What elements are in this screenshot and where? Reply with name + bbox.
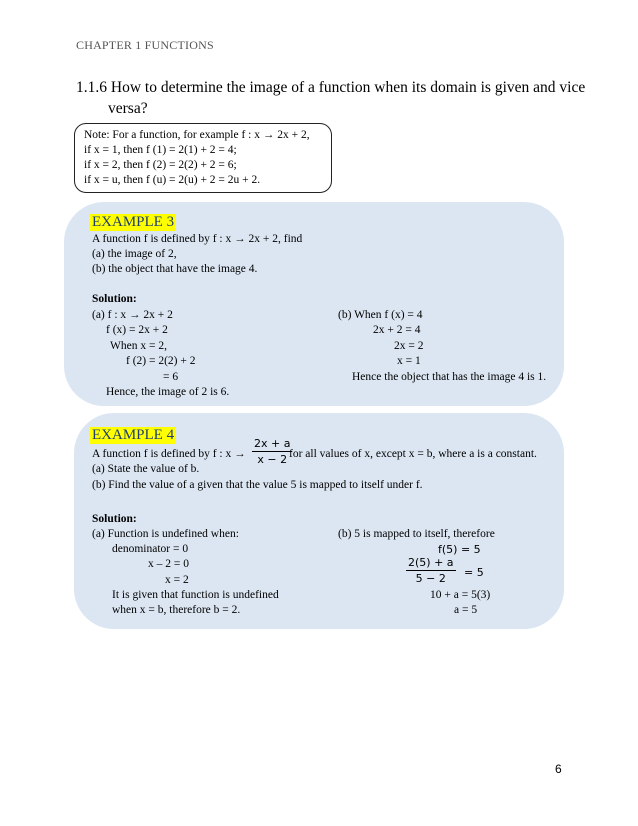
example-4-question: (b) Find the value of a given that the value 5 is mapped to itself under f. — [92, 479, 423, 491]
page-number: 6 — [555, 762, 562, 776]
note-line: if x = 2, then f (2) = 2(2) + 2 = 6; — [84, 159, 237, 171]
solution-line: = 5 — [464, 566, 484, 579]
fraction-denominator: 5 − 2 — [415, 572, 446, 585]
section-title-continued: versa? — [108, 100, 148, 117]
solution-line: f (x) = 2x + 2 — [106, 324, 168, 336]
example-3-question: (a) the image of 2, — [92, 248, 177, 260]
note-box — [74, 123, 332, 193]
solution-line: 2x + 2 = 4 — [373, 324, 421, 336]
example-4-question: for all values of x, except x = b, where a is a constant. — [289, 448, 537, 460]
note-line: if x = u, then f (u) = 2(u) + 2 = 2u + 2. — [84, 174, 261, 186]
solution-line: When x = 2, — [110, 340, 167, 352]
solution-line: (b) 5 is mapped to itself, therefore — [338, 528, 495, 540]
solution-line: 10 + a = 5(3) — [430, 589, 491, 601]
example-4-question: A function f is defined by f : x → — [92, 448, 246, 460]
example-3-question: A function f is defined by f : x → 2x + 2, find — [92, 233, 303, 245]
solution-line: = 6 — [163, 371, 179, 383]
solution-line: (a) f : x → 2x + 2 — [92, 309, 173, 321]
solution-line: x – 2 = 0 — [148, 558, 189, 570]
solution-line: It is given that function is undefined — [112, 589, 279, 601]
fraction-numerator: 2x + a — [254, 437, 291, 450]
solution-line: x = 2 — [165, 574, 189, 586]
example-4-question: (a) State the value of b. — [92, 463, 200, 475]
solution-fraction — [406, 556, 456, 585]
example-4-solution-label: Solution: — [92, 513, 137, 525]
example-3-solution-label: Solution: — [92, 293, 137, 305]
fraction-denominator: x − 2 — [257, 453, 288, 466]
chapter-header: CHAPTER 1 FUNCTIONS — [76, 38, 214, 52]
example-4-label: EXAMPLE 4 — [92, 427, 175, 443]
solution-line: 2x = 2 — [394, 340, 424, 352]
example-3-label: EXAMPLE 3 — [92, 214, 175, 230]
solution-line: when x = b, therefore b = 2. — [112, 604, 241, 616]
fraction-numerator: 2(5) + a — [408, 556, 454, 569]
solution-line: (a) Function is undefined when: — [92, 528, 239, 540]
solution-line: Hence, the image of 2 is 6. — [106, 386, 230, 398]
note-line: Note: For a function, for example f : x → 2x + 2, — [84, 129, 310, 141]
function-fraction — [252, 437, 292, 466]
fraction-bar — [406, 570, 456, 571]
solution-line: a = 5 — [454, 604, 478, 616]
solution-line: x = 1 — [397, 355, 421, 367]
solution-line: f(5) = 5 — [438, 543, 481, 556]
fraction-bar — [252, 451, 292, 452]
solution-line: (b) When f (x) = 4 — [338, 309, 423, 321]
section-title: 1.1.6 How to determine the image of a function when its domain is given and vice — [76, 79, 586, 96]
note-line: if x = 1, then f (1) = 2(1) + 2 = 4; — [84, 144, 237, 156]
solution-line: Hence the object that has the image 4 is 1. — [352, 371, 547, 383]
example-3-question: (b) the object that have the image 4. — [92, 263, 258, 275]
solution-line: denominator = 0 — [112, 543, 189, 555]
solution-line: f (2) = 2(2) + 2 — [126, 355, 196, 367]
